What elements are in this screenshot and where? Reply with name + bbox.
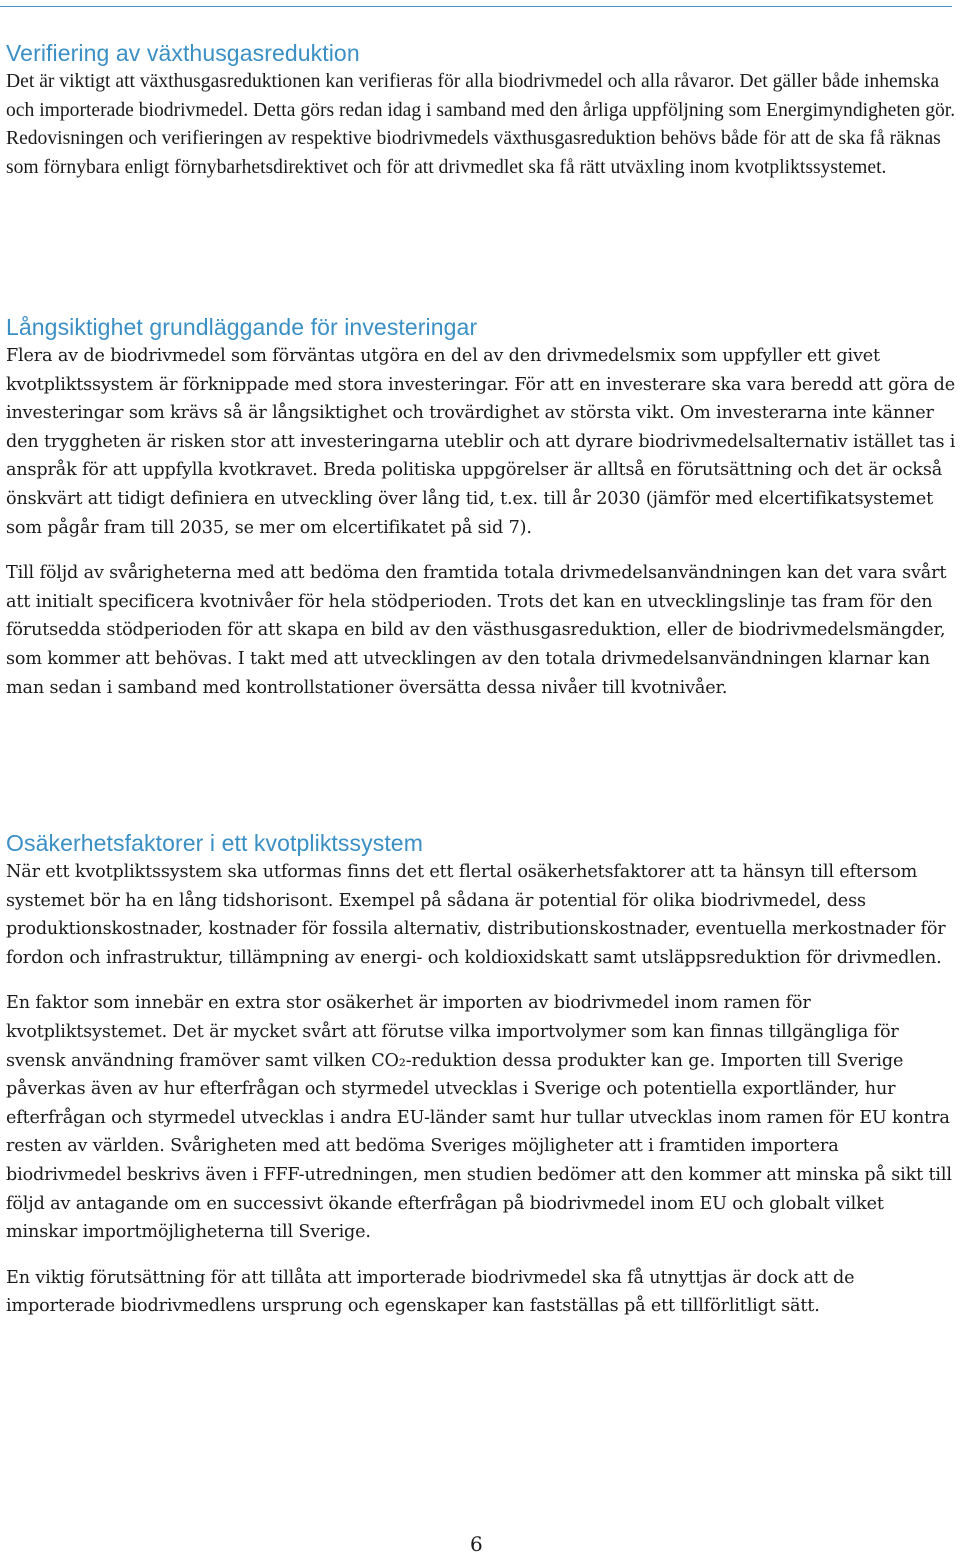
section-heading: Verifiering av växthusgasreduktion [6, 40, 360, 66]
document-page [6, 38, 958, 1317]
section-heading: Osäkerhetsfaktorer i ett kvotpliktssystem [6, 830, 423, 856]
section-verifiering [6, 38, 958, 183]
paragraph: Till följd av svårigheterna med att bedöma den framtida totala drivmedelsanvändningen kan det vara svårt att initialt specificera kvotnivåer för hela stödperioden. Trots det kan en utvecklingslinje tas fram för den förutsedda stödperioden för att skapa en bild av den västhusgasreduktion, eller de biodrivmedelsmängder, som kommer att behövas. I takt med att utvecklingen av den totala drivmedelsanvändningen klarnar kan man sedan i samband med kontrollstationer översätta dessa nivåer till kvotnivåer. [6, 563, 947, 698]
paragraph: En viktig förutsättning för att tillåta att importerade biodrivmedel ska få utnyttjas är dock att de importerade biodrivmedlens ursprung och egenskaper kan fastställas på ett tillförlitligt sätt. [6, 1267, 855, 1317]
paragraph: Flera av de biodrivmedel som förväntas utgöra en del av den drivmedelsmix som uppfyller ett givet kvotpliktssystem är förknippade med stora investeringar. För att en investerare ska vara beredd att göra de investeringar som krävs så är långsiktighet och trovärdighet av största vikt. Om investerarna inte känner den tryggheten är risken stor att investeringarna uteblir och att dyrare biodrivmedelsalternativ istället tas i anspråk för att uppfylla kvotkravet. Breda politiska uppgörelser är alltså en förutsättning och det är också önskvärt att tidigt definiera en utveckling över lång tid, t.ex. till år 2030 (jämför med elcertifikatsystemet som pågår fram till 2035, se mer om elcertifikatet på sid 7). [6, 346, 956, 538]
paragraph: När ett kvotpliktssystem ska utformas finns det ett flertal osäkerhetsfaktorer att ta hänsyn till eftersom systemet bör ha en lång tidshorisont. Exempel på sådana är potential för olika biodrivmedel, dess produktionskostnader, kostnader för fossila alternativ, distributionskostnader, eventuella merkostnader för fordon och infrastruktur, tillämpning av energi- och koldioxidskatt samt utsläppsreduktion för drivmedlen. [6, 862, 946, 968]
section-osakerhetsfaktorer [6, 828, 958, 1321]
paragraph: En faktor som innebär en extra stor osäkerhet är importen av biodrivmedel inom ramen för kvotpliktsystemet. Det är mycket svårt att förutse vilka importvolymer som kan finnas tillgängliga för svensk användning framöver samt vilken CO₂-reduktion dessa produkter kan ge. Importen till Sverige påverkas även av hur efterfrågan och styrmedel utvecklas i Sverige och potentiella exportländer, hur efterfrågan och styrmedel utvecklas i andra EU-länder samt hur tullar utvecklas inom ramen för EU kontra resten av världen. Svårigheten med att bedöma Sveriges möjligheter att i framtiden importera biodrivmedel beskrivs även i FFF-utredningen, men studien bedömer att den kommer att minska på sikt till följd av antagande om en successivt ökande efterfrågan på biodrivmedel inom EU och globalt vilket minskar importmöjligheterna till Sverige. [6, 993, 952, 1243]
paragraph: Det är viktigt att växthusgasreduktionen kan verifieras för alla biodrivmedel och alla råvaror. Det gäller både inhemska och importerade biodrivmedel. Detta görs redan idag i samband med den årliga uppföljning som Energimyndigheten gör. Redovisningen och verifieringen av respektive biodrivmedels växthusgasreduktion behövs både för att de ska få räknas som förnybara enligt förnybarhetsdirektivet och för att drivmedlet ska få rätt utväxling inom kvotpliktssystemet. [6, 71, 956, 179]
section-langsiktighet [6, 312, 958, 702]
top-rule [0, 6, 952, 7]
page-number: 6 [470, 1532, 483, 1556]
section-heading: Långsiktighet grundläggande för investeringar [6, 314, 478, 340]
